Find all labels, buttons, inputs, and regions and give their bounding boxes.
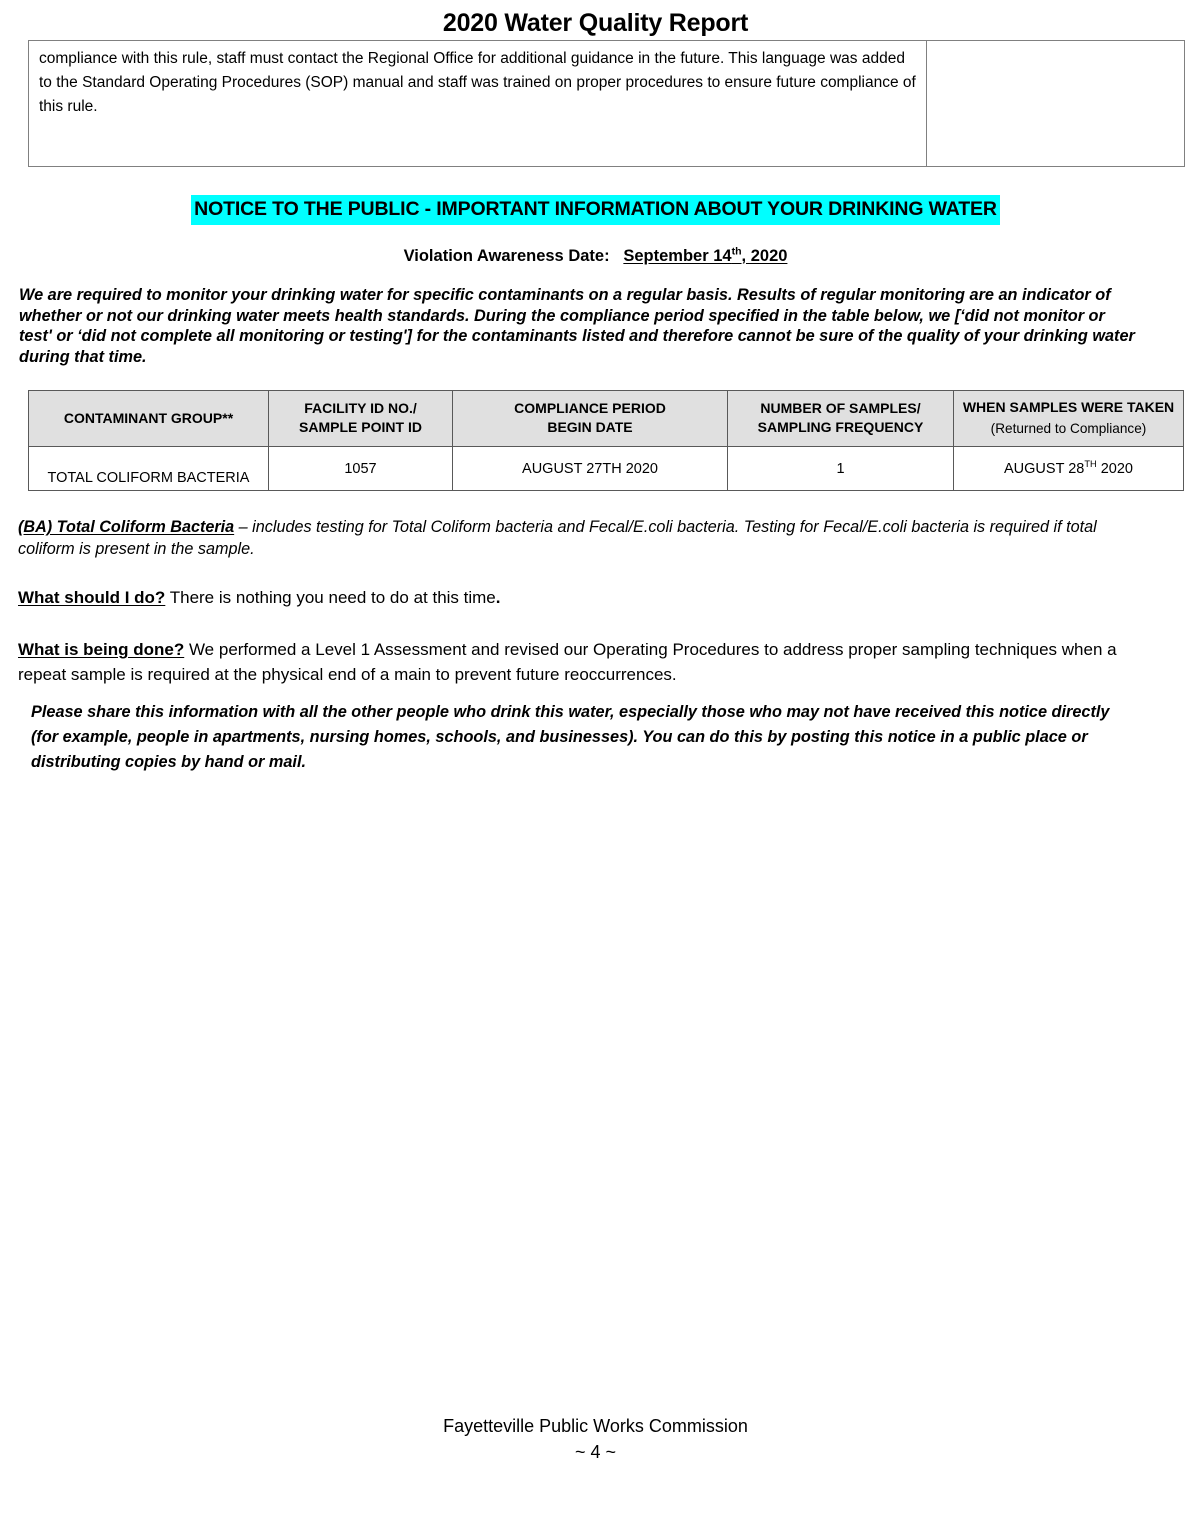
qa-question-label: What should I do? — [18, 588, 166, 607]
qa-answer-period: . — [495, 588, 501, 607]
qa-what-should-i-do — [18, 585, 1163, 610]
cell-when-samples-taken — [954, 447, 1184, 491]
continuation-empty-cell — [927, 41, 1185, 167]
violation-date-year: , 2020 — [741, 247, 788, 265]
table-row — [29, 41, 1185, 167]
when-taken-line1: WHEN SAMPLES WERE TAKEN — [962, 399, 1175, 415]
violation-awareness-date — [623, 247, 787, 265]
definition-body: – includes testing for Total Coliform bacteria and Fecal/E.coli bacteria. Testing for Fecal/E.coli bacteria is required if total coliform is present in the sample. — [18, 518, 1097, 558]
footer-organization: Fayetteville Public Works Commission — [443, 1416, 748, 1436]
when-taken-prefix: AUGUST 28 — [1004, 461, 1085, 477]
cell-facility-id: 1057 — [269, 447, 453, 491]
definition-term: (BA) Total Coliform Bacteria — [18, 518, 235, 536]
public-notice-banner: NOTICE TO THE PUBLIC - IMPORTANT INFORMATION ABOUT YOUR DRINKING WATER — [191, 195, 1000, 225]
page-title: 2020 Water Quality Report — [442, 9, 749, 37]
cell-contaminant-group: TOTAL COLIFORM BACTERIA — [29, 447, 269, 491]
table-row — [29, 447, 1184, 491]
qa-answer-text: We performed a Level 1 Assessment and revised our Operating Procedures to address proper sampling techniques when a repeat sample is required at the physical end of a main to prevent future reoccurrences. — [18, 640, 1117, 684]
qa-what-is-being-done — [18, 637, 1163, 687]
closing-paragraph: Please share this information with all the other people who drink this water, especially those who may not have received this notice directly (for example, people in apartments, nursing homes, schools, and businesses). You can do this by posting this notice in a public place or distributing copies by hand or mail. — [31, 703, 1110, 771]
column-header-contaminant-group: CONTAMINANT GROUP** — [29, 391, 269, 447]
contaminant-violation-table — [28, 390, 1184, 491]
column-header-number-of-samples — [728, 391, 954, 447]
samples-line2: SAMPLING FREQUENCY — [757, 419, 924, 435]
facility-id-line2: SAMPLE POINT ID — [299, 419, 422, 435]
facility-id-line1: FACILITY ID NO./ — [304, 400, 417, 416]
definition-paragraph — [18, 516, 1138, 560]
table-header-row — [29, 391, 1184, 447]
column-header-when-samples-taken — [954, 391, 1184, 447]
qa-answer-text: There is nothing you need to do at this time — [165, 588, 496, 607]
continuation-text-cell: compliance with this rule, staff must contact the Regional Office for additional guidance in the future. This language was added to the Standard Operating Procedures (SOP) manual and staff was trained on proper procedures to ensure future compliance of this rule. — [29, 41, 927, 167]
footer-page-number: ~ 4 ~ — [574, 1442, 617, 1462]
samples-line1: NUMBER OF SAMPLES/ — [760, 400, 921, 416]
notice-banner-wrap — [0, 195, 1191, 225]
violation-awareness-label: Violation Awareness Date: — [403, 247, 610, 265]
when-taken-ordinal: TH — [1084, 459, 1097, 470]
continuation-table — [28, 40, 1185, 167]
column-header-facility-id — [269, 391, 453, 447]
compliance-period-line2: BEGIN DATE — [547, 419, 633, 435]
compliance-period-line1: COMPLIANCE PERIOD — [514, 400, 666, 416]
violation-date-ordinal: th — [731, 245, 742, 258]
page-footer — [0, 1413, 1191, 1465]
cell-number-of-samples: 1 — [728, 447, 954, 491]
cell-compliance-period-begin: AUGUST 27TH 2020 — [453, 447, 728, 491]
qa-question-label: What is being done? — [18, 640, 185, 659]
violation-awareness-line — [0, 245, 1191, 267]
intro-paragraph: We are required to monitor your drinking water for specific contaminants on a regular basis. Results of regular monitoring are an indicator of whether or not our drinking water meets health standards. During the compliance period specified in the table below, we [‘did not monitor or test' or ‘did not complete all monitoring or testing'] for the contaminants listed and therefore cannot be sure of the quality of your drinking water during that time. — [19, 286, 1135, 366]
when-taken-suffix: 2020 — [1096, 461, 1133, 477]
when-taken-note: (Returned to Compliance) — [990, 421, 1147, 436]
violation-date-main: September 14 — [623, 247, 732, 265]
column-header-compliance-period — [453, 391, 728, 447]
